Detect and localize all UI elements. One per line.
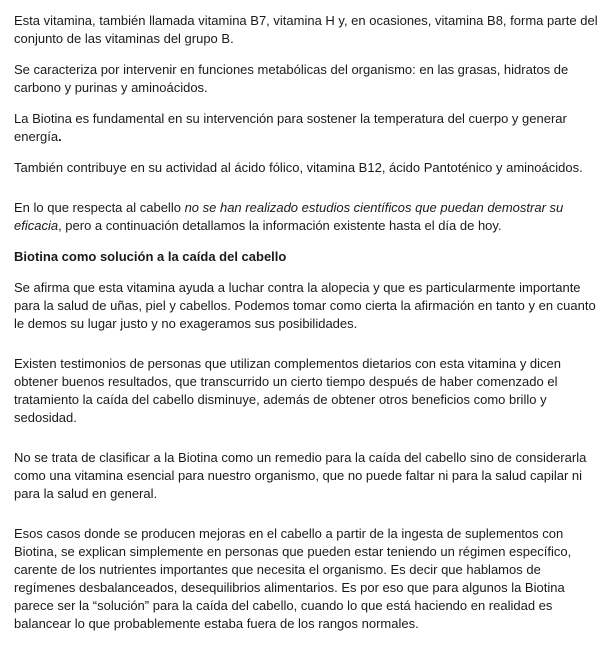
- paragraph-hair-a: En lo que respecta al cabello: [14, 200, 185, 215]
- paragraph-hair-b: , pero a continuación detallamos la información existente hasta el día de hoy.: [58, 218, 502, 233]
- section-paragraph-testimonials: Existen testimonios de personas que utilizan complementos dietarios con esta vitamina y dicen obtener buenos resultados, que transcurrido un cierto tiempo después de haber comenzado el tratamiento la caída del cabello disminuye, además de obtener otros beneficios como brillo y sedosidad.: [14, 356, 562, 425]
- paragraph-temperature-text: La Biotina es fundamental en su intervención para sostener la temperatura del cuerpo y generar energía: [14, 111, 567, 144]
- paragraph-hair: [14, 199, 604, 235]
- paragraph-folic: También contribuye en su actividad al ácido fólico, vitamina B12, ácido Pantoténico y aminoácidos.: [14, 160, 583, 175]
- section-heading: Biotina como solución a la caída del cabello: [14, 249, 287, 264]
- section-paragraph-cases: Esos casos donde se producen mejoras en el cabello a partir de la ingesta de suplementos con Biotina, se explican simplemente en personas que pueden estar teniendo un régimen específico, carente de los nutrientes importantes que necesita el organismo. Es decir que hablamos de regímenes desbalanceados, desequilibrios alimentarios. Es por eso que para algunos la Biotina parece ser la “solución” para la caída del cabello, cuando lo que está haciendo en realidad es balancear lo que probablemente estaba fuera de los rangos normales.: [14, 526, 572, 631]
- section-paragraph-alopecia: Se afirma que esta vitamina ayuda a luchar contra la alopecia y que es particularmente importante para la salud de uñas, piel y cabellos. Podemos tomar como cierta la afirmación en tanto y en cuanto le demos su lugar justo y no exageramos sus posibilidades.: [14, 280, 596, 331]
- document-body: [14, 12, 604, 646]
- section-paragraph-classification: No se trata de clasificar a la Biotina como un remedio para la caída del cabello sino de considerarla como una vitamina esencial para nuestro organismo, que no puede faltar ni para la salud capilar ni para la salud en general.: [14, 450, 587, 501]
- paragraph-metabolic: Se caracteriza por intervenir en funciones metabólicas del organismo: en las grasas, hidratos de carbono y purinas y aminoácidos.: [14, 62, 569, 95]
- paragraph-hair-italic: no se han realizado estudios científicos que puedan demostrar su eficacia: [14, 200, 564, 233]
- paragraph-temperature-period: .: [58, 129, 62, 144]
- paragraph-temperature: [14, 110, 604, 146]
- paragraph-intro: Esta vitamina, también llamada vitamina B7, vitamina H y, en ocasiones, vitamina B8, forma parte del conjunto de las vitaminas del grupo B.: [14, 13, 598, 46]
